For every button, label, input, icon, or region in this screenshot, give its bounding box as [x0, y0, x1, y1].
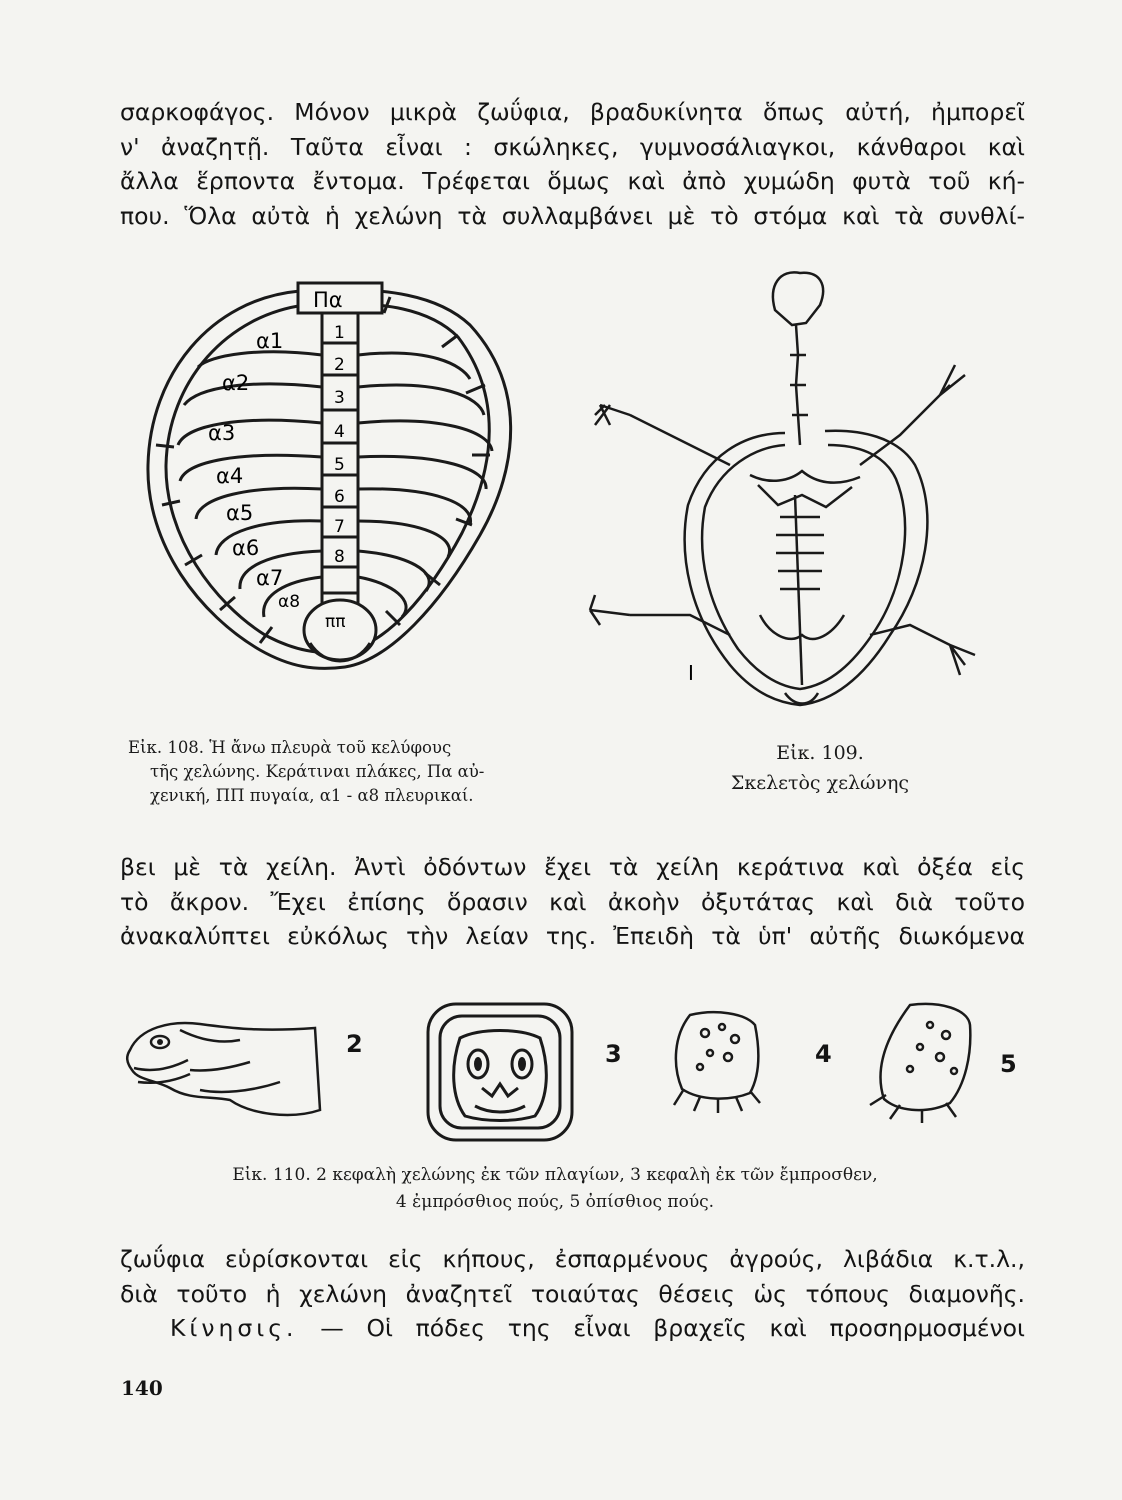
label-costal: α6 [232, 536, 260, 560]
text-line: ἀνακαλύπτει εὐκόλως τὴν λείαν της. Ἐπειδὴ τὰ ὑπ' αὐτῆς διωκόμενα [120, 922, 1025, 950]
label-costal: α1 [256, 329, 284, 353]
text-line: βει μὲ τὰ χείλη. Ἀντὶ ὀδόντων ἔχει τὰ χείλη κεράτινα καὶ ὀξέα εἰς [120, 853, 1025, 881]
text-line: τὸ ἄκρον. Ἔχει ἐπίσης ὅρασιν καὶ ἀκοὴν ὀξυτάτας καὶ διὰ τοῦτο [120, 887, 1025, 916]
text-line: ζωΰφια εὑρίσκονται εἰς κήπους, ἐσπαρμένους ἀγρούς, λιβάδια κ.τ.λ., [120, 1245, 1025, 1273]
figure-109-caption: Εἰκ. 109. Σκελετὸς χελώνης [730, 742, 910, 794]
label-costal: α8 [278, 592, 301, 612]
section-heading: Κίνησις. [170, 1314, 298, 1342]
label-pygal: ππ [325, 612, 346, 632]
figure-110-hind-foot [860, 995, 980, 1125]
label-costal: α5 [226, 501, 254, 525]
figure-109-label: Ι [688, 661, 694, 685]
label-vertebral: 3 [334, 388, 345, 408]
figure-110-head-front [420, 998, 580, 1148]
label-costal: α3 [208, 421, 236, 445]
text-fragment: — Οἱ πόδες της εἶναι βραχεῖς καὶ προσηρμοσμένοι [320, 1314, 1025, 1342]
text-line: ἄλλα ἕρποντα ἔντομα. Τρέφεται ὅμως καὶ ἀπὸ χυμώδη φυτὰ τοῦ κή- [120, 167, 1025, 195]
text-line: ν' ἀναζητῇ. Ταῦτα εἶναι : σκώληκες, γυμνοσάλιαγκοι, κάνθαροι καὶ [120, 132, 1025, 161]
page-number: 140 [121, 1376, 163, 1400]
figure-110-number: 5 [1000, 1050, 1017, 1078]
label-vertebral: 4 [334, 422, 345, 442]
top-paragraph [120, 95, 1025, 233]
middle-paragraph [120, 850, 1025, 954]
label-costal: α7 [256, 566, 284, 590]
figure-110-number: 3 [605, 1040, 622, 1068]
label-vertebral: 8 [334, 547, 345, 567]
label-vertebral: 1 [334, 323, 345, 343]
figure-108-carapace [140, 275, 535, 695]
label-vertebral: 7 [334, 517, 345, 537]
text-line: που. Ὅλα αὐτὰ ἡ χελώνη τὰ συλλαμβάνει μὲ τὸ στόμα καὶ τὰ συνθλί- [120, 201, 1025, 230]
label-vertebral: 2 [334, 355, 345, 375]
figure-109-skeleton [570, 255, 1000, 715]
figure-110-number: 4 [815, 1040, 832, 1068]
figure-110-head-side [120, 1010, 325, 1130]
label-vertebral: 6 [334, 487, 345, 507]
text-line: σαρκοφάγος. Μόνον μικρὰ ζωΰφια, βραδυκίνητα ὅπως αὐτή, ἠμπορεῖ [120, 98, 1025, 126]
label-costal: α4 [216, 464, 244, 488]
figure-110-front-foot [660, 1005, 780, 1115]
label-vertebral: 5 [334, 455, 345, 475]
figure-108-caption: Εἰκ. 108. Ἡ ἄνω πλευρὰ τοῦ κελύφους τῆς χελώνης. Κεράτιναι πλάκες, Πα αὐ- χενική, ΠΠ πυγαία, α1 - α8 πλευρικαί. [128, 738, 485, 805]
label-costal: α2 [222, 371, 250, 395]
figure-110-caption: Εἰκ. 110. 2 κεφαλὴ χελώνης ἐκ τῶν πλαγίων, 3 κεφαλὴ ἐκ τῶν ἔμπροσθεν, 4 ἐμπρόσθιος πούς, 5 ὀπίσθιος πούς. [232, 1165, 878, 1212]
figure-110-number: 2 [346, 1030, 363, 1058]
text-line-heading [120, 1311, 1025, 1346]
label-nuchal: Πα [313, 288, 343, 312]
text-line: διὰ τοῦτο ἡ χελώνη ἀναζητεῖ τοιαύτας θέσεις ὡς τόπους διαμονῆς. [120, 1279, 1025, 1308]
bottom-paragraph [120, 1242, 1025, 1346]
